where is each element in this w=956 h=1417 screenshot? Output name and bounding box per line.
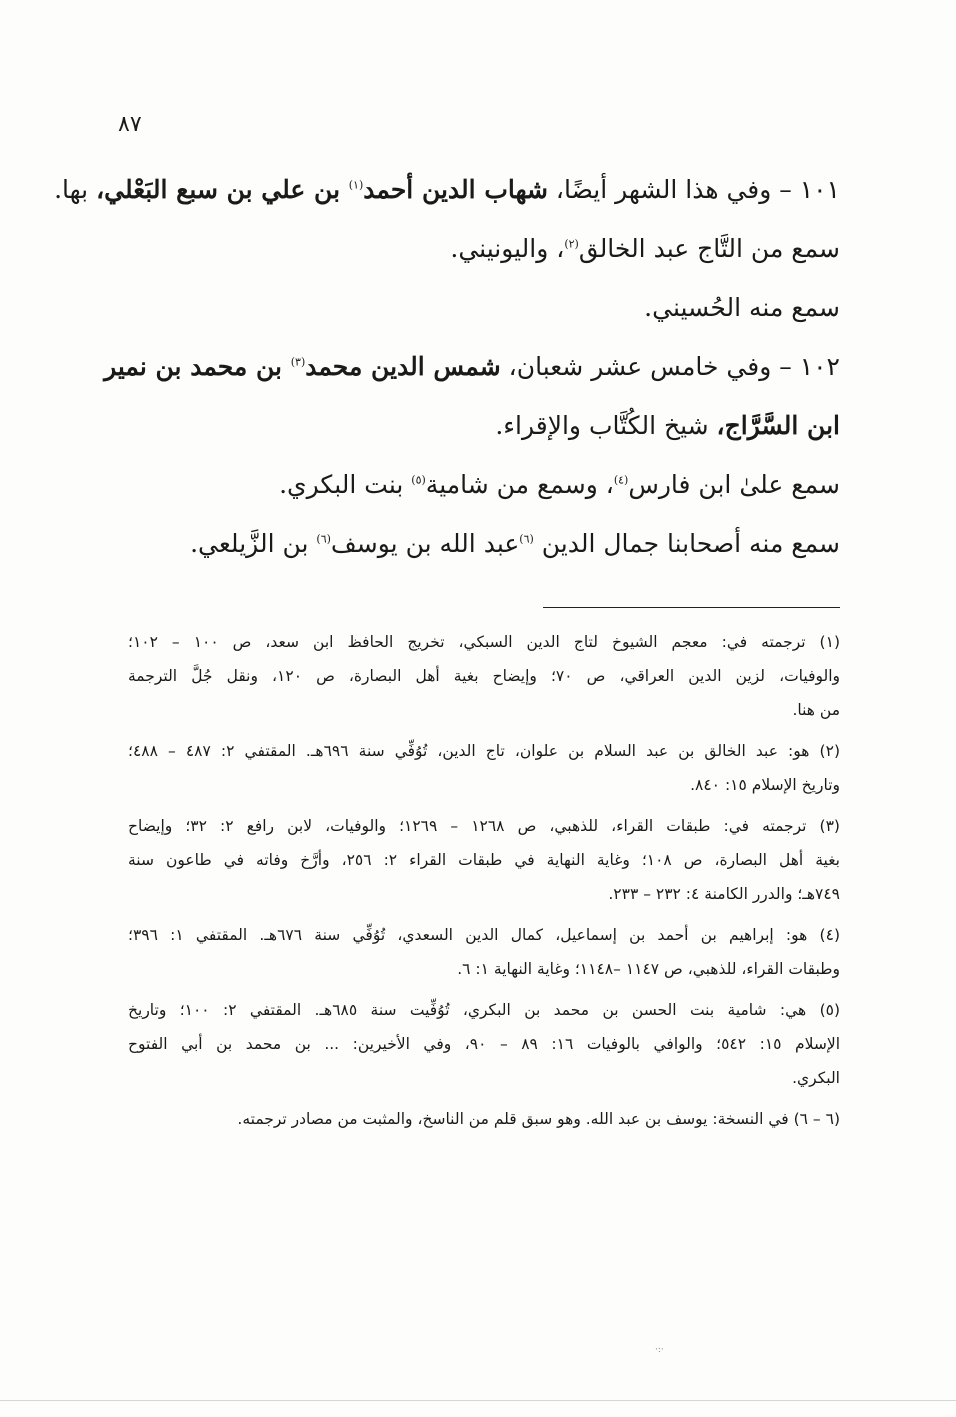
footnote-line: ٧٤٩هـ؛ والدرر الكامنة ٤: ٢٣٢ – ٢٣٣. [608,885,840,903]
entry [104,337,840,573]
bold-name: ابن السَّرَّاج، [716,411,840,440]
text-run: ، وسمع من شامية [425,470,614,499]
text-line [120,514,840,573]
text-run: بها. [54,175,97,204]
text-run: ١٠١ – وفي هذا الشهر أيضًا، [547,175,840,204]
footnote-line: وطبقات القراء، للذهبي، ص ١١٤٧ –١١٤٨؛ وغاية النهاية ١: ٦. [457,960,840,978]
bold-name: بن علي بن سبع البَعْلي، [96,175,349,204]
footnote-reference: (٢) [564,237,579,251]
footnote-line: والوفيات، لزين الدين العراقي، ص ٧٠؛ وإيضاح بغية أهل البصارة، ص ١٢٠، ونقل جُلَّ الترجمة [128,667,840,685]
footnote-separator [543,607,840,608]
footnote-line: (٤) هو: إبراهيم بن أحمد بن إسماعيل، كمال الدين السعدي، تُوُفِّي سنة ٦٧٦هـ. المقتفي ١: ٣٩٦؛ [128,926,840,944]
footnote [128,993,840,1095]
footnote-line: (١) ترجمته في: معجم الشيوخ لتاج الدين السبكي، تخريج الحافظ ابن سعد، ص ١٠٠ – ١٠٢؛ [128,633,840,651]
bold-name: شهاب الدين أحمد [363,175,548,204]
footnote-gap [128,727,840,734]
text-line [104,337,840,396]
footnote-line: وتاريخ الإسلام ١٥: ٨٤٠. [690,776,840,794]
text-run: بن الزَّيلعي. [190,529,317,558]
footnote-reference: (٣) [290,355,306,369]
footnote-gap [128,1095,840,1102]
text-run: بنت البكري. [279,470,412,499]
footnote-reference: (٥) [411,473,426,487]
text-run: عبد الله بن يوسف [330,529,520,558]
footnote-gap [128,802,840,809]
bold-name: شمس الدين محمد [305,352,501,381]
text-line [120,278,840,337]
text-run: سمع من التَّاج عبد الخالق [578,234,840,263]
footnote-reference: (٤) [613,473,629,487]
footnote [128,734,840,802]
footnote-line: من هنا. [792,701,840,719]
footnote-reference: (١) [348,178,364,192]
bold-name: بن محمد بن نمير [104,352,291,381]
footnote [128,809,840,911]
footnote-reference: (٦) [519,532,534,546]
footnote-line: الإسلام ١٥: ٥٤٢؛ والوافي بالوفيات ١٦: ٨٩ – ٩٠، وفي الأخيرين: ... بن محمد بن أبي الفتوح [128,1035,840,1053]
footnote-gap [128,911,840,918]
footnote-reference: (٦) [316,532,331,546]
text-run: سمع منه أصحابنا جمال الدين [533,529,840,558]
text-run: شيخ الكُتَّاب والإقراء. [495,411,717,440]
scan-mark: ·:· [655,1345,664,1355]
footnote [128,1102,840,1136]
text-line [120,396,840,455]
text-run: سمع منه الحُسيني. [644,293,840,322]
main-text [54,160,840,573]
text-line [120,219,840,278]
entry [54,160,840,337]
page-edge [0,1400,956,1401]
footnote [128,918,840,986]
text-line [120,455,840,514]
footnote-line: (٦ – ٦) في النسخة: يوسف بن عبد الله. وهو سبق قلم من الناسخ، والمثبت من مصادر ترجمته. [237,1110,840,1128]
footnote-line: (٢) هو: عبد الخالق بن عبد السلام بن علوان، تاج الدين، تُوُفِّي سنة ٦٩٦هـ. المقتفي ٢: ٤٨٧ – ٤٨٨؛ [128,742,840,760]
text-run: ١٠٢ – وفي خامس عشر شعبان، [500,352,840,381]
text-run: ، واليونيني. [450,234,565,263]
footnote-gap [128,986,840,993]
footnote-line: (٣) ترجمته في: طبقات القراء، للذهبي، ص ١٢٦٨ – ١٢٦٩؛ والوفيات، لابن رافع ٢: ٣٢؛ وإيضاح [128,817,840,835]
footnote-line: البكري. [792,1069,840,1087]
footnotes [128,625,840,1136]
footnote [128,625,840,727]
footnote-line: بغية أهل البصارة، ص ١٠٨؛ وغاية النهاية في طبقات القراء ٢: ٢٥٦، وأرَّخ وفاته في طاعون سنة [128,851,840,869]
footnote-line: (٥) هي: شامية بنت الحسن بن محمد بن البكري، تُوُفِّيت سنة ٦٨٥هـ. المقتفي ٢: ١٠٠؛ وتاريخ [128,1001,840,1019]
text-line [54,160,840,219]
page-number: ٨٧ [118,112,142,137]
text-run: سمع علىٰ ابن فارس [628,470,840,499]
